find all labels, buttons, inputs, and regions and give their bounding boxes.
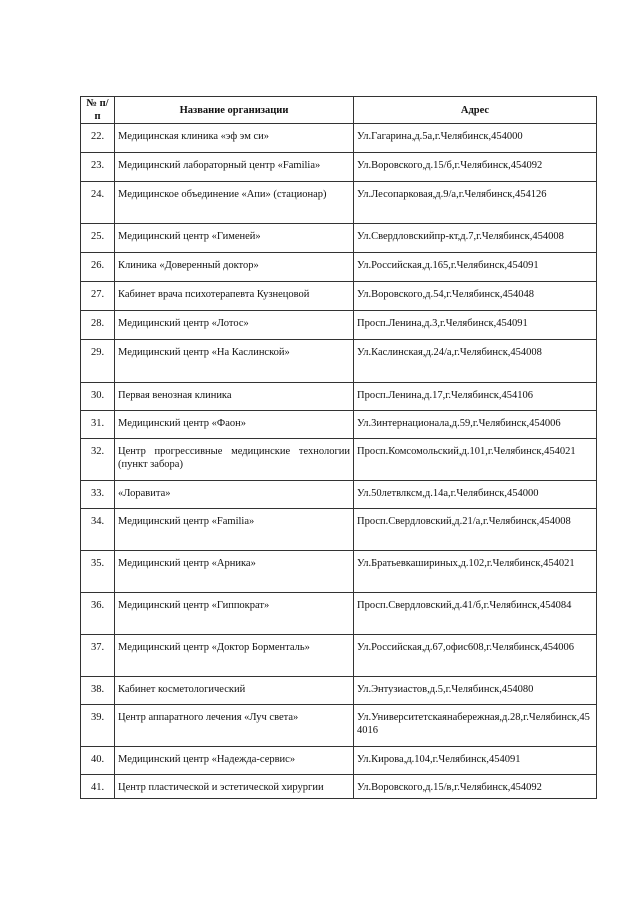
row-name: Первая венозная клиника: [115, 383, 354, 411]
table-row: [81, 677, 597, 705]
row-address: Ул.Каслинская,д.24/а,г.Челябинск,454008: [354, 340, 597, 383]
row-num: 34.: [81, 509, 115, 551]
row-address: Ул.Гагарина,д.5а,г.Челябинск,454000: [354, 124, 597, 153]
row-num: 25.: [81, 224, 115, 253]
row-address: Ул.Воровского,д.15/б,г.Челябинск,454092: [354, 153, 597, 182]
row-address: Ул.Университетскаянабережная,д.28,г.Челябинск,454016: [354, 705, 597, 747]
row-address: Ул.Воровского,д.54,г.Челябинск,454048: [354, 282, 597, 311]
row-num: 23.: [81, 153, 115, 182]
row-num: 28.: [81, 311, 115, 340]
row-num: 29.: [81, 340, 115, 383]
row-address: Ул.50летвлксм,д.14а,г.Челябинск,454000: [354, 481, 597, 509]
row-num: 38.: [81, 677, 115, 705]
row-address: Ул.Российская,д.165,г.Челябинск,454091: [354, 253, 597, 282]
row-name: Медицинский лабораторный центр «Familia»: [115, 153, 354, 182]
header-num: № п/п: [81, 97, 115, 124]
row-num: 41.: [81, 775, 115, 799]
row-name: Медицинский центр «Гиппократ»: [115, 593, 354, 635]
row-num: 37.: [81, 635, 115, 677]
table-row: [81, 775, 597, 799]
row-name: Центр аппаратного лечения «Луч света»: [115, 705, 354, 747]
row-name: Медицинский центр «Familia»: [115, 509, 354, 551]
header-address: Адрес: [354, 97, 597, 124]
row-address: Ул.3интернационала,д.59,г.Челябинск,454006: [354, 411, 597, 439]
table-header-row: [81, 97, 597, 124]
organizations-table: [80, 96, 597, 799]
row-address: Ул.Воровского,д.15/в,г.Челябинск,454092: [354, 775, 597, 799]
row-num: 36.: [81, 593, 115, 635]
table-row: [81, 551, 597, 593]
row-address: Просп.Ленина,д.3,г.Челябинск,454091: [354, 311, 597, 340]
row-name: Медицинский центр «Лотос»: [115, 311, 354, 340]
table-row: [81, 124, 597, 153]
row-name: Медицинский центр «Надежда-сервис»: [115, 747, 354, 775]
row-name: Медицинский центр «Доктор Борменталь»: [115, 635, 354, 677]
table-row: [81, 509, 597, 551]
row-num: 31.: [81, 411, 115, 439]
table-row: [81, 439, 597, 481]
table-row: [81, 411, 597, 439]
row-name: Кабинет врача психотерапевта Кузнецовой: [115, 282, 354, 311]
table-row: [81, 253, 597, 282]
table-row: [81, 153, 597, 182]
header-name: Название организации: [115, 97, 354, 124]
row-num: 24.: [81, 182, 115, 224]
row-name: Клиника «Доверенный доктор»: [115, 253, 354, 282]
table-row: [81, 481, 597, 509]
row-name: «Лоравита»: [115, 481, 354, 509]
row-num: 26.: [81, 253, 115, 282]
table-row: [81, 282, 597, 311]
table-row: [81, 182, 597, 224]
table-row: [81, 383, 597, 411]
row-address: Ул.Российская,д.67,офис608,г.Челябинск,454006: [354, 635, 597, 677]
row-address: Ул.Братьевкашириных,д.102,г.Челябинск,454021: [354, 551, 597, 593]
table-row: [81, 593, 597, 635]
row-name: Медицинский центр «На Каслинской»: [115, 340, 354, 383]
row-address: Ул.Кирова,д.104,г.Челябинск,454091: [354, 747, 597, 775]
table-row: [81, 311, 597, 340]
table-row: [81, 635, 597, 677]
row-name: Центр пластической и эстетической хирургии: [115, 775, 354, 799]
row-name: Медицинский центр «Фаон»: [115, 411, 354, 439]
row-num: 39.: [81, 705, 115, 747]
row-name: Медицинская клиника «эф эм си»: [115, 124, 354, 153]
row-name: Кабинет косметологический: [115, 677, 354, 705]
table-row: [81, 224, 597, 253]
row-name: Медицинское объединение «Апи» (стационар): [115, 182, 354, 224]
row-address: Просп.Ленина,д.17,г.Челябинск,454106: [354, 383, 597, 411]
row-name: Центр прогрессивные медицинские технологии (пункт забора): [115, 439, 354, 481]
row-num: 22.: [81, 124, 115, 153]
row-address: Ул.Свердловскийпр-кт,д.7,г.Челябинск,454008: [354, 224, 597, 253]
row-num: 33.: [81, 481, 115, 509]
row-num: 35.: [81, 551, 115, 593]
row-name: Медицинский центр «Гименей»: [115, 224, 354, 253]
row-address: Просп.Свердловский,д.41/б,г.Челябинск,454084: [354, 593, 597, 635]
row-address: Просп.Свердловский,д.21/а,г.Челябинск,454008: [354, 509, 597, 551]
row-address: Ул.Энтузиастов,д.5,г.Челябинск,454080: [354, 677, 597, 705]
row-address: Просп.Комсомольский,д.101,г.Челябинск,454021: [354, 439, 597, 481]
row-num: 30.: [81, 383, 115, 411]
table-row: [81, 340, 597, 383]
row-name: Медицинский центр «Арника»: [115, 551, 354, 593]
row-address: Ул.Лесопарковая,д.9/а,г.Челябинск,454126: [354, 182, 597, 224]
row-num: 27.: [81, 282, 115, 311]
table-row: [81, 747, 597, 775]
row-num: 40.: [81, 747, 115, 775]
table-row: [81, 705, 597, 747]
row-num: 32.: [81, 439, 115, 481]
